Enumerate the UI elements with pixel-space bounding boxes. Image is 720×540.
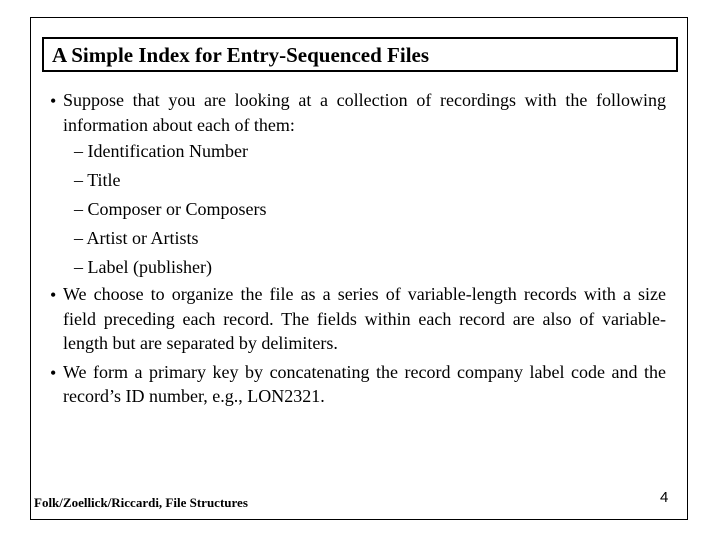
bullet-text: We form a primary key by concatenating the record company label code and the record’s ID number, e.g., LON2321. — [63, 361, 666, 406]
dash-marker: – — [74, 228, 83, 248]
bullet-item — [44, 360, 666, 409]
sub-item — [74, 137, 666, 166]
bullet-item — [44, 88, 666, 282]
bullet-text: We choose to organize the file as a series of variable-length records with a size field preceding each record. The fields within each record are also of variable-length but are separated by delimiters. — [63, 284, 666, 353]
sub-item — [74, 195, 666, 224]
dash-marker: – — [74, 141, 83, 161]
slide-title: A Simple Index for Entry-Sequenced Files — [52, 43, 430, 67]
page-number: 4 — [660, 489, 669, 506]
bullet-marker: • — [50, 285, 57, 305]
sub-item-text: Artist or Artists — [86, 228, 199, 248]
dash-marker: – — [74, 199, 83, 219]
bullet-marker: • — [50, 91, 57, 111]
bullet-text: Suppose that you are looking at a collection of recordings with the following information about each of them: — [63, 90, 666, 135]
footer-citation: Folk/Zoellick/Riccardi, File Structures — [34, 495, 248, 510]
sub-item-text: Title — [87, 170, 121, 190]
sub-item — [74, 166, 666, 195]
sub-item — [74, 224, 666, 253]
sub-item — [74, 253, 666, 282]
bullet-item — [44, 282, 666, 356]
bullet-marker: • — [50, 362, 57, 383]
sub-item-text: Identification Number — [87, 141, 248, 161]
dash-marker: – — [74, 257, 83, 277]
dash-marker: – — [74, 170, 83, 190]
sub-item-text: Label (publisher) — [87, 257, 212, 277]
sub-item-text: Composer or Composers — [87, 199, 267, 219]
slide-body — [44, 88, 666, 409]
